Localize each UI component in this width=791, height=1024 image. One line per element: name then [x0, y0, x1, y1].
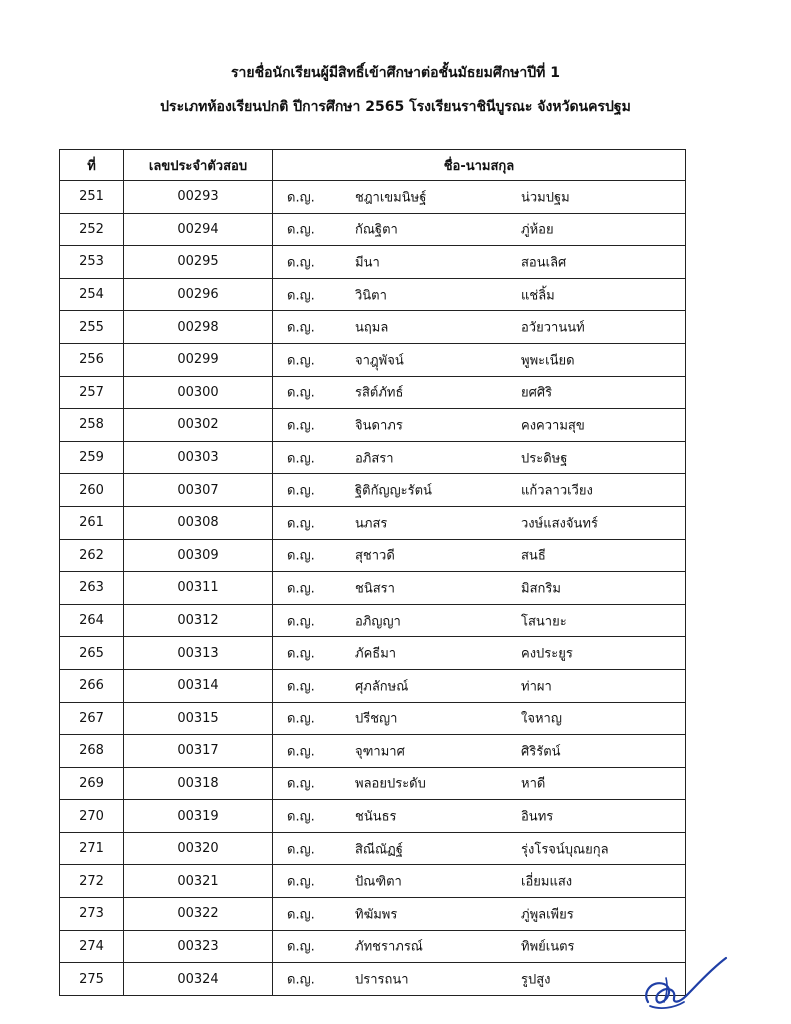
student-name-cell: [273, 311, 686, 344]
table-row: [60, 604, 686, 637]
exam-id: 00307: [124, 474, 273, 507]
row-number: 256: [60, 343, 124, 376]
student-name-cell: [273, 898, 686, 931]
column-header-full-name: ชื่อ-นามสกุล: [273, 150, 686, 181]
name-prefix: ด.ญ.: [287, 516, 315, 532]
exam-id: 00314: [124, 669, 273, 702]
name-prefix: ด.ญ.: [287, 939, 315, 955]
row-number: 257: [60, 376, 124, 409]
name-prefix: ด.ญ.: [287, 646, 315, 662]
exam-id: 00315: [124, 702, 273, 735]
row-number: 260: [60, 474, 124, 507]
table-row: [60, 506, 686, 539]
student-name-cell: [273, 278, 686, 311]
name-prefix: ด.ญ.: [287, 548, 315, 564]
first-name: จาฎุพัจน์: [355, 353, 404, 369]
name-prefix: ด.ญ.: [287, 679, 315, 695]
table-row: [60, 832, 686, 865]
student-name-cell: [273, 181, 686, 214]
first-name: มีนา: [355, 255, 380, 271]
document-title-line-2: ประเภทห้องเรียนปกติ ปีการศึกษา 2565 โรงเรียนราชินีบูรณะ จังหวัดนครปฐม: [160, 99, 631, 115]
row-number: 252: [60, 213, 124, 246]
name-prefix: ด.ญ.: [287, 744, 315, 760]
table-row: [60, 181, 686, 214]
row-number: 265: [60, 637, 124, 670]
exam-id: 00300: [124, 376, 273, 409]
exam-id: 00321: [124, 865, 273, 898]
row-number: 272: [60, 865, 124, 898]
column-header-exam-id: เลขประจำตัวสอบ: [124, 150, 273, 181]
first-name: พลอยประดับ: [355, 776, 426, 792]
last-name: ศิริรัตน์: [521, 744, 561, 760]
last-name: ภู่พูลเพียร: [521, 907, 574, 923]
first-name: ศุภลักษณ์: [355, 679, 409, 695]
last-name: หาดี: [521, 776, 546, 792]
table-row: [60, 409, 686, 442]
first-name: ภัคธีมา: [355, 646, 397, 662]
name-prefix: ด.ญ.: [287, 972, 315, 988]
last-name: รูปสูง: [521, 972, 551, 988]
row-number: 259: [60, 441, 124, 474]
row-number: 255: [60, 311, 124, 344]
row-number: 266: [60, 669, 124, 702]
table-row: [60, 539, 686, 572]
name-prefix: ด.ญ.: [287, 581, 315, 597]
table-row: [60, 311, 686, 344]
name-prefix: ด.ญ.: [287, 288, 315, 304]
row-number: 261: [60, 506, 124, 539]
last-name: ภู่ห้อย: [521, 222, 554, 238]
row-number: 269: [60, 767, 124, 800]
exam-id: 00311: [124, 572, 273, 605]
name-prefix: ด.ญ.: [287, 776, 315, 792]
name-prefix: ด.ญ.: [287, 255, 315, 271]
student-name-cell: [273, 963, 686, 996]
column-header-no: ที่: [60, 150, 124, 181]
table-row: [60, 702, 686, 735]
row-number: 262: [60, 539, 124, 572]
row-number: 271: [60, 832, 124, 865]
table-row: [60, 669, 686, 702]
row-number: 267: [60, 702, 124, 735]
last-name: ประดิษฐ: [521, 451, 568, 467]
first-name: กัณฐิตา: [355, 222, 398, 238]
exam-id: 00324: [124, 963, 273, 996]
table-body: [60, 181, 686, 996]
student-name-cell: [273, 343, 686, 376]
table-row: [60, 865, 686, 898]
table-row: [60, 735, 686, 768]
name-prefix: ด.ญ.: [287, 222, 315, 238]
table-row: [60, 572, 686, 605]
exam-id: 00308: [124, 506, 273, 539]
student-name-cell: [273, 637, 686, 670]
table-row: [60, 767, 686, 800]
last-name: สนธี: [521, 548, 546, 564]
student-name-cell: [273, 800, 686, 833]
name-prefix: ด.ญ.: [287, 907, 315, 923]
student-name-cell: [273, 930, 686, 963]
name-prefix: ด.ญ.: [287, 614, 315, 630]
table-row: [60, 474, 686, 507]
row-number: 274: [60, 930, 124, 963]
exam-id: 00299: [124, 343, 273, 376]
last-name: คงประยูร: [521, 646, 573, 662]
student-name-cell: [273, 213, 686, 246]
exam-id: 00293: [124, 181, 273, 214]
first-name: สิณีณัฏฐ์: [355, 842, 403, 858]
row-number: 263: [60, 572, 124, 605]
exam-id: 00313: [124, 637, 273, 670]
first-name: ภัทชราภรณ์: [355, 939, 423, 955]
exam-id: 00317: [124, 735, 273, 768]
first-name: ฐิติกัญญะรัตน์: [355, 483, 432, 499]
name-prefix: ด.ญ.: [287, 711, 315, 727]
table-row: [60, 246, 686, 279]
first-name: ชฎาเขมนิษฐ์: [355, 190, 427, 206]
last-name: โสนายะ: [521, 614, 567, 630]
student-name-cell: [273, 506, 686, 539]
exam-id: 00312: [124, 604, 273, 637]
first-name: จุฑามาศ: [355, 744, 405, 760]
name-prefix: ด.ญ.: [287, 418, 315, 434]
last-name: พูพะเนียด: [521, 353, 575, 369]
table-row: [60, 441, 686, 474]
table-row: [60, 278, 686, 311]
table-row: [60, 213, 686, 246]
first-name: วินิตา: [355, 288, 387, 304]
name-prefix: ด.ญ.: [287, 353, 315, 369]
student-name-cell: [273, 409, 686, 442]
student-name-cell: [273, 735, 686, 768]
first-name: นฤมล: [355, 320, 389, 336]
last-name: สอนเลิศ: [521, 255, 567, 271]
first-name: ปัณฑิตา: [355, 874, 402, 890]
row-number: 251: [60, 181, 124, 214]
first-name: ชนิสรา: [355, 581, 395, 597]
last-name: เอี่ยมแสง: [521, 874, 573, 890]
table-row: [60, 376, 686, 409]
exam-id: 00298: [124, 311, 273, 344]
exam-id: 00318: [124, 767, 273, 800]
row-number: 268: [60, 735, 124, 768]
student-name-cell: [273, 832, 686, 865]
last-name: รุ่งโรจน์บุณยกุล: [521, 842, 609, 858]
table-row: [60, 898, 686, 931]
first-name: ทิฆัมพร: [355, 907, 398, 923]
exam-id: 00323: [124, 930, 273, 963]
table-row: [60, 963, 686, 996]
row-number: 254: [60, 278, 124, 311]
document-title-line-1: รายชื่อนักเรียนผู้มีสิทธิ์เข้าศึกษาต่อชั้นมัธยมศึกษาปีที่ 1: [231, 65, 560, 81]
row-number: 270: [60, 800, 124, 833]
last-name: มิสกริม: [521, 581, 561, 597]
first-name: อภิสรา: [355, 451, 394, 467]
last-name: น่วมปฐม: [521, 190, 570, 206]
exam-id: 00320: [124, 832, 273, 865]
name-prefix: ด.ญ.: [287, 190, 315, 206]
student-name-cell: [273, 376, 686, 409]
last-name: ทิพย์เนตร: [521, 939, 575, 955]
name-prefix: ด.ญ.: [287, 809, 315, 825]
student-name-cell: [273, 441, 686, 474]
first-name: ชนันธร: [355, 809, 397, 825]
exam-id: 00322: [124, 898, 273, 931]
last-name: ท่าผา: [521, 679, 552, 695]
student-name-cell: [273, 767, 686, 800]
student-name-cell: [273, 669, 686, 702]
last-name: แช่ลิ้ม: [521, 288, 555, 304]
first-name: ปรารถนา: [355, 972, 409, 988]
last-name: ใจหาญ: [521, 711, 562, 727]
exam-id: 00296: [124, 278, 273, 311]
exam-id: 00302: [124, 409, 273, 442]
name-prefix: ด.ญ.: [287, 451, 315, 467]
last-name: อินทร: [521, 809, 554, 825]
table-row: [60, 930, 686, 963]
student-name-cell: [273, 604, 686, 637]
first-name: รสิต์ภัทธ์: [355, 385, 404, 401]
first-name: จินดาภร: [355, 418, 403, 434]
first-name: นภสร: [355, 516, 388, 532]
student-name-cell: [273, 246, 686, 279]
handwritten-signature-icon: [640, 940, 730, 1016]
table-row: [60, 637, 686, 670]
student-name-cell: [273, 865, 686, 898]
last-name: วงษ์แสงจันทร์: [521, 516, 598, 532]
name-prefix: ด.ญ.: [287, 874, 315, 890]
table-row: [60, 343, 686, 376]
student-name-cell: [273, 702, 686, 735]
name-prefix: ด.ญ.: [287, 385, 315, 401]
last-name: อวัยวานนท์: [521, 320, 585, 336]
exam-id: 00295: [124, 246, 273, 279]
row-number: 275: [60, 963, 124, 996]
table-header-row: [60, 150, 686, 181]
name-prefix: ด.ญ.: [287, 320, 315, 336]
exam-id: 00303: [124, 441, 273, 474]
student-name-cell: [273, 474, 686, 507]
exam-id: 00294: [124, 213, 273, 246]
exam-id: 00309: [124, 539, 273, 572]
first-name: อภิญญา: [355, 614, 401, 630]
first-name: ปรีชญา: [355, 711, 398, 727]
student-name-cell: [273, 572, 686, 605]
row-number: 258: [60, 409, 124, 442]
last-name: คงความสุข: [521, 418, 585, 434]
row-number: 264: [60, 604, 124, 637]
last-name: ยศศิริ: [521, 385, 553, 401]
row-number: 273: [60, 898, 124, 931]
row-number: 253: [60, 246, 124, 279]
last-name: แก้วลาวเวียง: [521, 483, 593, 499]
table-row: [60, 800, 686, 833]
exam-id: 00319: [124, 800, 273, 833]
student-roster-table: [59, 149, 686, 996]
first-name: สุชาวดี: [355, 548, 395, 564]
student-name-cell: [273, 539, 686, 572]
name-prefix: ด.ญ.: [287, 842, 315, 858]
name-prefix: ด.ญ.: [287, 483, 315, 499]
